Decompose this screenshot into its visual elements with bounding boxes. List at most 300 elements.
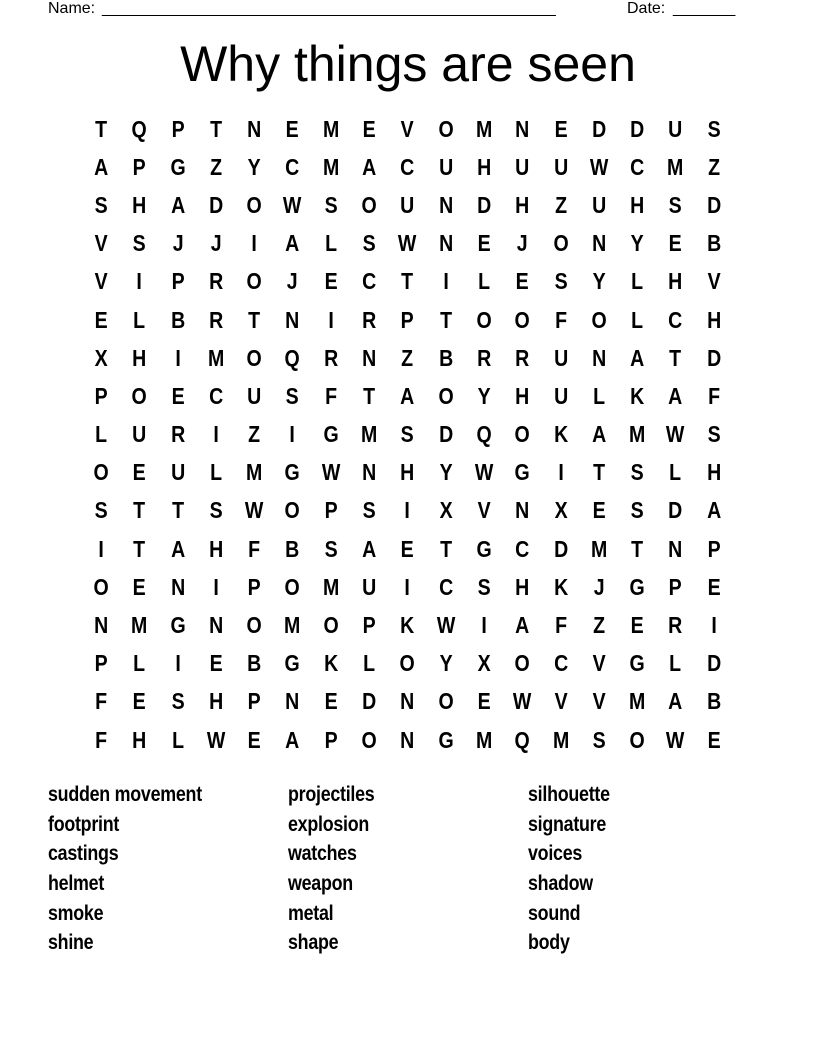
grid-letter: E	[132, 688, 146, 715]
grid-letter: N	[208, 612, 224, 639]
grid-letter: A	[400, 382, 415, 409]
word-bank-item: body	[528, 931, 570, 955]
grid-letter: T	[439, 306, 452, 333]
date-label: Date:	[627, 0, 666, 17]
grid-letter: H	[477, 153, 492, 180]
grid-letter: T	[439, 535, 452, 562]
grid-letter: P	[171, 115, 185, 142]
grid-letter: C	[208, 382, 224, 409]
grid-letter: O	[285, 497, 301, 524]
grid-letter: P	[247, 573, 261, 600]
grid-letter: D	[477, 191, 492, 218]
grid-letter: E	[707, 573, 721, 600]
grid-letter: O	[361, 726, 377, 753]
grid-letter: H	[132, 344, 147, 371]
grid-letter: E	[362, 115, 376, 142]
grid-letter: N	[362, 459, 377, 486]
grid-letter: E	[324, 268, 338, 295]
grid-letter: Z	[593, 612, 605, 639]
grid-letter: S	[324, 191, 338, 218]
grid-letter: I	[98, 535, 104, 562]
word-bank-item: weapon	[288, 872, 353, 896]
grid-letter: H	[515, 573, 530, 600]
grid-letter: Q	[514, 726, 531, 753]
grid-letter: W	[321, 459, 341, 486]
grid-letter: L	[669, 650, 682, 677]
grid-letter: S	[132, 230, 146, 257]
grid-letter: P	[324, 497, 338, 524]
grid-letter: Z	[248, 421, 261, 448]
grid-letter: F	[554, 612, 567, 639]
grid-letter: G	[285, 650, 301, 677]
grid-letter: M	[322, 573, 340, 600]
grid-letter: N	[668, 535, 683, 562]
grid-letter: A	[94, 153, 109, 180]
grid-letter: M	[475, 115, 493, 142]
grid-letter: P	[669, 573, 683, 600]
grid-letter: I	[213, 573, 219, 600]
grid-letter: M	[322, 153, 340, 180]
grid-letter: B	[438, 344, 453, 371]
grid-letter: S	[94, 191, 108, 218]
grid-letter: L	[133, 306, 146, 333]
grid-letter: P	[94, 650, 108, 677]
word-bank-item: sound	[528, 901, 581, 925]
word-bank-item: sudden movement	[48, 783, 202, 806]
grid-letter: B	[706, 230, 721, 257]
grid-letter: S	[171, 688, 185, 715]
grid-letter: H	[668, 268, 683, 295]
grid-letter: O	[514, 306, 531, 333]
grid-letter: I	[175, 344, 181, 371]
grid-letter: S	[592, 726, 606, 753]
grid-letter: U	[438, 153, 453, 180]
grid-letter: F	[554, 306, 567, 333]
grid-letter: Q	[131, 115, 148, 142]
grid-letter: W	[283, 191, 302, 218]
grid-letter: R	[477, 344, 492, 371]
grid-letter: N	[438, 230, 453, 257]
grid-letter: G	[285, 459, 301, 486]
grid-letter: W	[666, 726, 685, 753]
header-line	[48, 0, 748, 20]
grid-letter: M	[322, 115, 340, 142]
grid-letter: E	[515, 268, 529, 295]
grid-letter: W	[245, 497, 264, 524]
grid-letter: N	[438, 191, 453, 218]
grid-letter: B	[170, 306, 185, 333]
grid-letter: M	[475, 726, 493, 753]
name-label: Name:	[48, 0, 96, 17]
grid-letter: N	[285, 688, 300, 715]
grid-letter: Z	[707, 153, 720, 180]
grid-letter: I	[175, 650, 181, 677]
grid-letter: C	[553, 650, 568, 677]
grid-letter: L	[363, 650, 376, 677]
grid-letter: S	[362, 230, 376, 257]
grid-letter: B	[285, 535, 300, 562]
grid-letter: P	[707, 535, 721, 562]
grid-letter: I	[404, 573, 411, 600]
grid-letter: L	[210, 459, 223, 486]
grid-letter: M	[207, 344, 225, 371]
grid-letter: B	[247, 650, 262, 677]
grid-letter: N	[515, 497, 530, 524]
grid-letter: I	[711, 612, 717, 639]
grid-letter: T	[171, 497, 184, 524]
grid-letter: D	[208, 191, 224, 218]
grid-letter: E	[477, 230, 491, 257]
grid-letter: T	[210, 115, 223, 142]
page-title: Why things are seen	[180, 36, 636, 92]
grid-letter: P	[247, 688, 261, 715]
grid-letter: E	[132, 573, 146, 600]
grid-letter: Y	[439, 459, 453, 486]
grid-letter: R	[515, 344, 530, 371]
grid-letter: L	[593, 382, 605, 409]
word-bank-item: signature	[528, 812, 607, 836]
grid-letter: A	[668, 382, 683, 409]
grid-letter: G	[629, 573, 645, 600]
grid-letter: N	[285, 306, 300, 333]
grid-letter: A	[170, 191, 185, 218]
grid-letter: E	[132, 459, 146, 486]
grid-letter: L	[133, 650, 146, 677]
grid-letter: F	[707, 382, 720, 409]
grid-letter: Z	[210, 153, 223, 180]
word-bank	[48, 780, 768, 960]
grid-letter: I	[251, 230, 258, 257]
grid-letter: D	[630, 115, 645, 142]
grid-letter: E	[592, 497, 606, 524]
grid-letter: O	[246, 344, 262, 371]
grid-letter: A	[630, 344, 645, 371]
grid-letter: Q	[285, 344, 301, 371]
grid-letter: L	[95, 421, 108, 448]
date-blank-line: _______	[673, 0, 736, 17]
grid-letter: H	[208, 535, 224, 562]
grid-letter: I	[404, 497, 411, 524]
grid-letter: G	[629, 650, 645, 677]
grid-letter: O	[246, 268, 262, 295]
grid-letter: H	[515, 382, 530, 409]
grid-letter: N	[170, 573, 185, 600]
word-bank-item: shape	[288, 931, 339, 955]
grid-letter: A	[515, 612, 530, 639]
grid-letter: A	[170, 535, 185, 562]
grid-letter: O	[514, 650, 531, 677]
grid-letter: O	[553, 230, 569, 257]
grid-letter: H	[706, 459, 721, 486]
grid-letter: X	[439, 497, 453, 524]
grid-letter: D	[706, 344, 721, 371]
grid-letter: L	[171, 726, 184, 753]
word-bank-column-2	[288, 780, 518, 958]
grid-letter: U	[132, 421, 147, 448]
grid-letter: X	[554, 497, 568, 524]
grid-letter: H	[515, 191, 530, 218]
grid-letter: S	[209, 497, 223, 524]
grid-letter: G	[170, 612, 186, 639]
grid-letter: I	[443, 268, 449, 295]
grid-letter: N	[400, 726, 415, 753]
grid-letter: E	[669, 230, 683, 257]
grid-letter: L	[324, 230, 337, 257]
grid-letter: H	[132, 191, 147, 218]
grid-letter: O	[246, 191, 262, 218]
grid-letter: U	[170, 459, 185, 486]
grid-letter: V	[94, 268, 108, 295]
grid-letter: N	[400, 688, 415, 715]
grid-letter: Y	[247, 153, 261, 180]
grid-letter: J	[210, 230, 222, 257]
grid-letter: K	[323, 650, 338, 677]
grid-letter: D	[438, 421, 453, 448]
grid-letter: W	[666, 421, 685, 448]
grid-letter: K	[553, 421, 568, 448]
grid-letter: P	[324, 726, 338, 753]
word-bank-item: watches	[288, 842, 357, 866]
grid-letter: S	[286, 382, 300, 409]
grid-letter: B	[706, 688, 721, 715]
grid-letter: Y	[439, 650, 453, 677]
grid-letter: J	[516, 230, 528, 257]
grid-letter: O	[438, 115, 454, 142]
word-bank-column-1	[48, 780, 278, 958]
grid-letter: V	[592, 650, 606, 677]
grid-letter: S	[554, 268, 568, 295]
word-bank-item: silhouette	[528, 783, 610, 806]
grid-letter: P	[94, 382, 108, 409]
word-bank-item: shadow	[528, 872, 593, 896]
grid-letter: E	[94, 306, 108, 333]
grid-letter: T	[401, 268, 414, 295]
word-bank-column-3	[528, 780, 758, 958]
grid-letter: F	[324, 382, 337, 409]
grid-letter: Q	[476, 421, 492, 448]
grid-letter: Y	[630, 230, 644, 257]
word-bank-item: voices	[528, 842, 583, 866]
grid-letter: R	[170, 421, 185, 448]
grid-letter: A	[706, 497, 721, 524]
word-bank-item: footprint	[48, 812, 120, 836]
grid-letter: H	[630, 191, 645, 218]
grid-letter: V	[477, 497, 491, 524]
grid-letter: C	[668, 306, 683, 333]
grid-letter: S	[630, 459, 644, 486]
grid-letter: G	[170, 153, 186, 180]
grid-letter: G	[438, 726, 454, 753]
grid-letter: D	[706, 191, 721, 218]
grid-letter: W	[513, 688, 532, 715]
grid-letter: N	[591, 230, 607, 257]
grid-letter: P	[132, 153, 146, 180]
grid-letter: C	[515, 535, 530, 562]
grid-letter: K	[400, 612, 415, 639]
grid-letter: O	[93, 459, 109, 486]
grid-letter: M	[552, 726, 569, 753]
grid-letter: V	[554, 688, 568, 715]
grid-letter: F	[95, 726, 108, 753]
grid-letter: R	[208, 306, 224, 333]
grid-letter: I	[213, 421, 219, 448]
name-blank-line: ___________________________________________________	[102, 0, 556, 17]
grid-letter: O	[361, 191, 377, 218]
grid-letter: M	[361, 421, 378, 448]
grid-letter: O	[323, 612, 339, 639]
grid-letter: F	[248, 535, 261, 562]
grid-letter: T	[593, 459, 605, 486]
grid-letter: O	[93, 573, 109, 600]
word-bank-item: explosion	[288, 812, 370, 836]
grid-letter: U	[668, 115, 683, 142]
grid-letter: E	[707, 726, 721, 753]
grid-letter: J	[287, 268, 299, 295]
grid-letter: A	[591, 421, 607, 448]
grid-letter: S	[669, 191, 683, 218]
grid-letter: I	[557, 459, 564, 486]
grid-letter: S	[324, 535, 338, 562]
grid-letter: O	[438, 382, 454, 409]
grid-letter: O	[591, 306, 607, 333]
grid-letter: O	[285, 573, 301, 600]
grid-letter: M	[246, 459, 263, 486]
grid-letter: O	[476, 306, 492, 333]
grid-letter: L	[478, 268, 491, 295]
grid-letter: V	[707, 268, 721, 295]
grid-letter: Z	[401, 344, 414, 371]
grid-letter: S	[362, 497, 376, 524]
grid-letter: J	[593, 573, 605, 600]
grid-letter: E	[209, 650, 223, 677]
grid-letter: C	[438, 573, 453, 600]
grid-letter: S	[400, 421, 415, 448]
grid-letter: O	[438, 688, 454, 715]
grid-letter: O	[246, 612, 262, 639]
grid-letter: C	[362, 268, 377, 295]
grid-letter: J	[172, 230, 184, 257]
grid-letter: W	[206, 726, 226, 753]
grid-letter: Y	[592, 268, 606, 295]
grid-letter: T	[669, 344, 682, 371]
grid-letter: M	[629, 688, 646, 715]
grid-letter: U	[515, 153, 530, 180]
grid-letter: W	[398, 230, 417, 257]
grid-letter: A	[285, 726, 300, 753]
grid-letter: S	[94, 497, 108, 524]
grid-letter: O	[131, 382, 148, 409]
grid-letter: E	[324, 688, 338, 715]
grid-letter: U	[591, 191, 607, 218]
grid-letter: T	[363, 382, 376, 409]
word-bank-item: helmet	[48, 872, 105, 896]
grid-letter: U	[553, 344, 568, 371]
word-bank-item: castings	[48, 842, 119, 866]
grid-letter: X	[94, 344, 108, 371]
grid-letter: U	[553, 382, 568, 409]
grid-letter: I	[481, 612, 487, 639]
grid-letter: V	[400, 115, 415, 142]
grid-letter: Y	[477, 382, 491, 409]
grid-letter: G	[323, 421, 339, 448]
grid-letter: W	[474, 459, 494, 486]
grid-letter: Z	[554, 191, 567, 218]
grid-letter: U	[247, 382, 262, 409]
grid-letter: M	[629, 421, 646, 448]
grid-letter: T	[95, 115, 108, 142]
grid-letter: I	[289, 421, 296, 448]
grid-letter: H	[208, 688, 224, 715]
grid-letter: N	[247, 115, 262, 142]
grid-letter: E	[247, 726, 261, 753]
grid-letter: U	[362, 573, 377, 600]
grid-letter: A	[285, 230, 300, 257]
grid-letter: I	[328, 306, 334, 333]
grid-letter: D	[668, 497, 683, 524]
grid-letter: D	[362, 688, 377, 715]
grid-letter: H	[706, 306, 721, 333]
grid-letter: L	[669, 459, 682, 486]
grid-letter: C	[285, 153, 300, 180]
word-bank-item: metal	[288, 901, 334, 925]
grid-letter: T	[248, 306, 261, 333]
grid-letter: S	[707, 421, 721, 448]
grid-letter: L	[631, 306, 644, 333]
grid-letter: W	[436, 612, 456, 639]
grid-letter: P	[400, 306, 415, 333]
grid-letter: M	[284, 612, 301, 639]
grid-letter: X	[477, 650, 491, 677]
grid-letter: V	[592, 688, 606, 715]
grid-letter: P	[171, 268, 185, 295]
grid-letter: U	[400, 191, 415, 218]
grid-letter: M	[131, 612, 148, 639]
grid-letter: G	[476, 535, 492, 562]
grid-letter: E	[171, 382, 185, 409]
grid-letter: F	[95, 688, 108, 715]
grid-letter: H	[400, 459, 415, 486]
word-bank-item: projectiles	[288, 783, 375, 806]
grid-letter: E	[630, 612, 644, 639]
grid-letter: S	[477, 573, 491, 600]
grid-letter: D	[706, 650, 721, 677]
grid-letter: U	[553, 153, 568, 180]
grid-letter: M	[590, 535, 608, 562]
grid-letter: C	[630, 153, 645, 180]
grid-letter: A	[362, 535, 377, 562]
grid-letter: W	[589, 153, 609, 180]
grid-letter: A	[668, 688, 683, 715]
grid-letter: A	[362, 153, 377, 180]
grid-letter: V	[94, 230, 108, 257]
grid-letter: H	[132, 726, 147, 753]
grid-letter: O	[514, 421, 531, 448]
grid-letter: K	[630, 382, 645, 409]
grid-letter: O	[629, 726, 645, 753]
grid-letter: E	[554, 115, 568, 142]
word-bank-item: shine	[48, 931, 94, 955]
grid-letter: T	[133, 535, 146, 562]
grid-letter: S	[630, 497, 644, 524]
grid-letter: D	[591, 115, 607, 142]
grid-letter: N	[591, 344, 607, 371]
grid-letter: M	[667, 153, 684, 180]
grid-letter: I	[136, 268, 143, 295]
grid-letter: N	[94, 612, 109, 639]
grid-letter: E	[400, 535, 415, 562]
grid-letter: R	[208, 268, 224, 295]
grid-letter: K	[553, 573, 568, 600]
